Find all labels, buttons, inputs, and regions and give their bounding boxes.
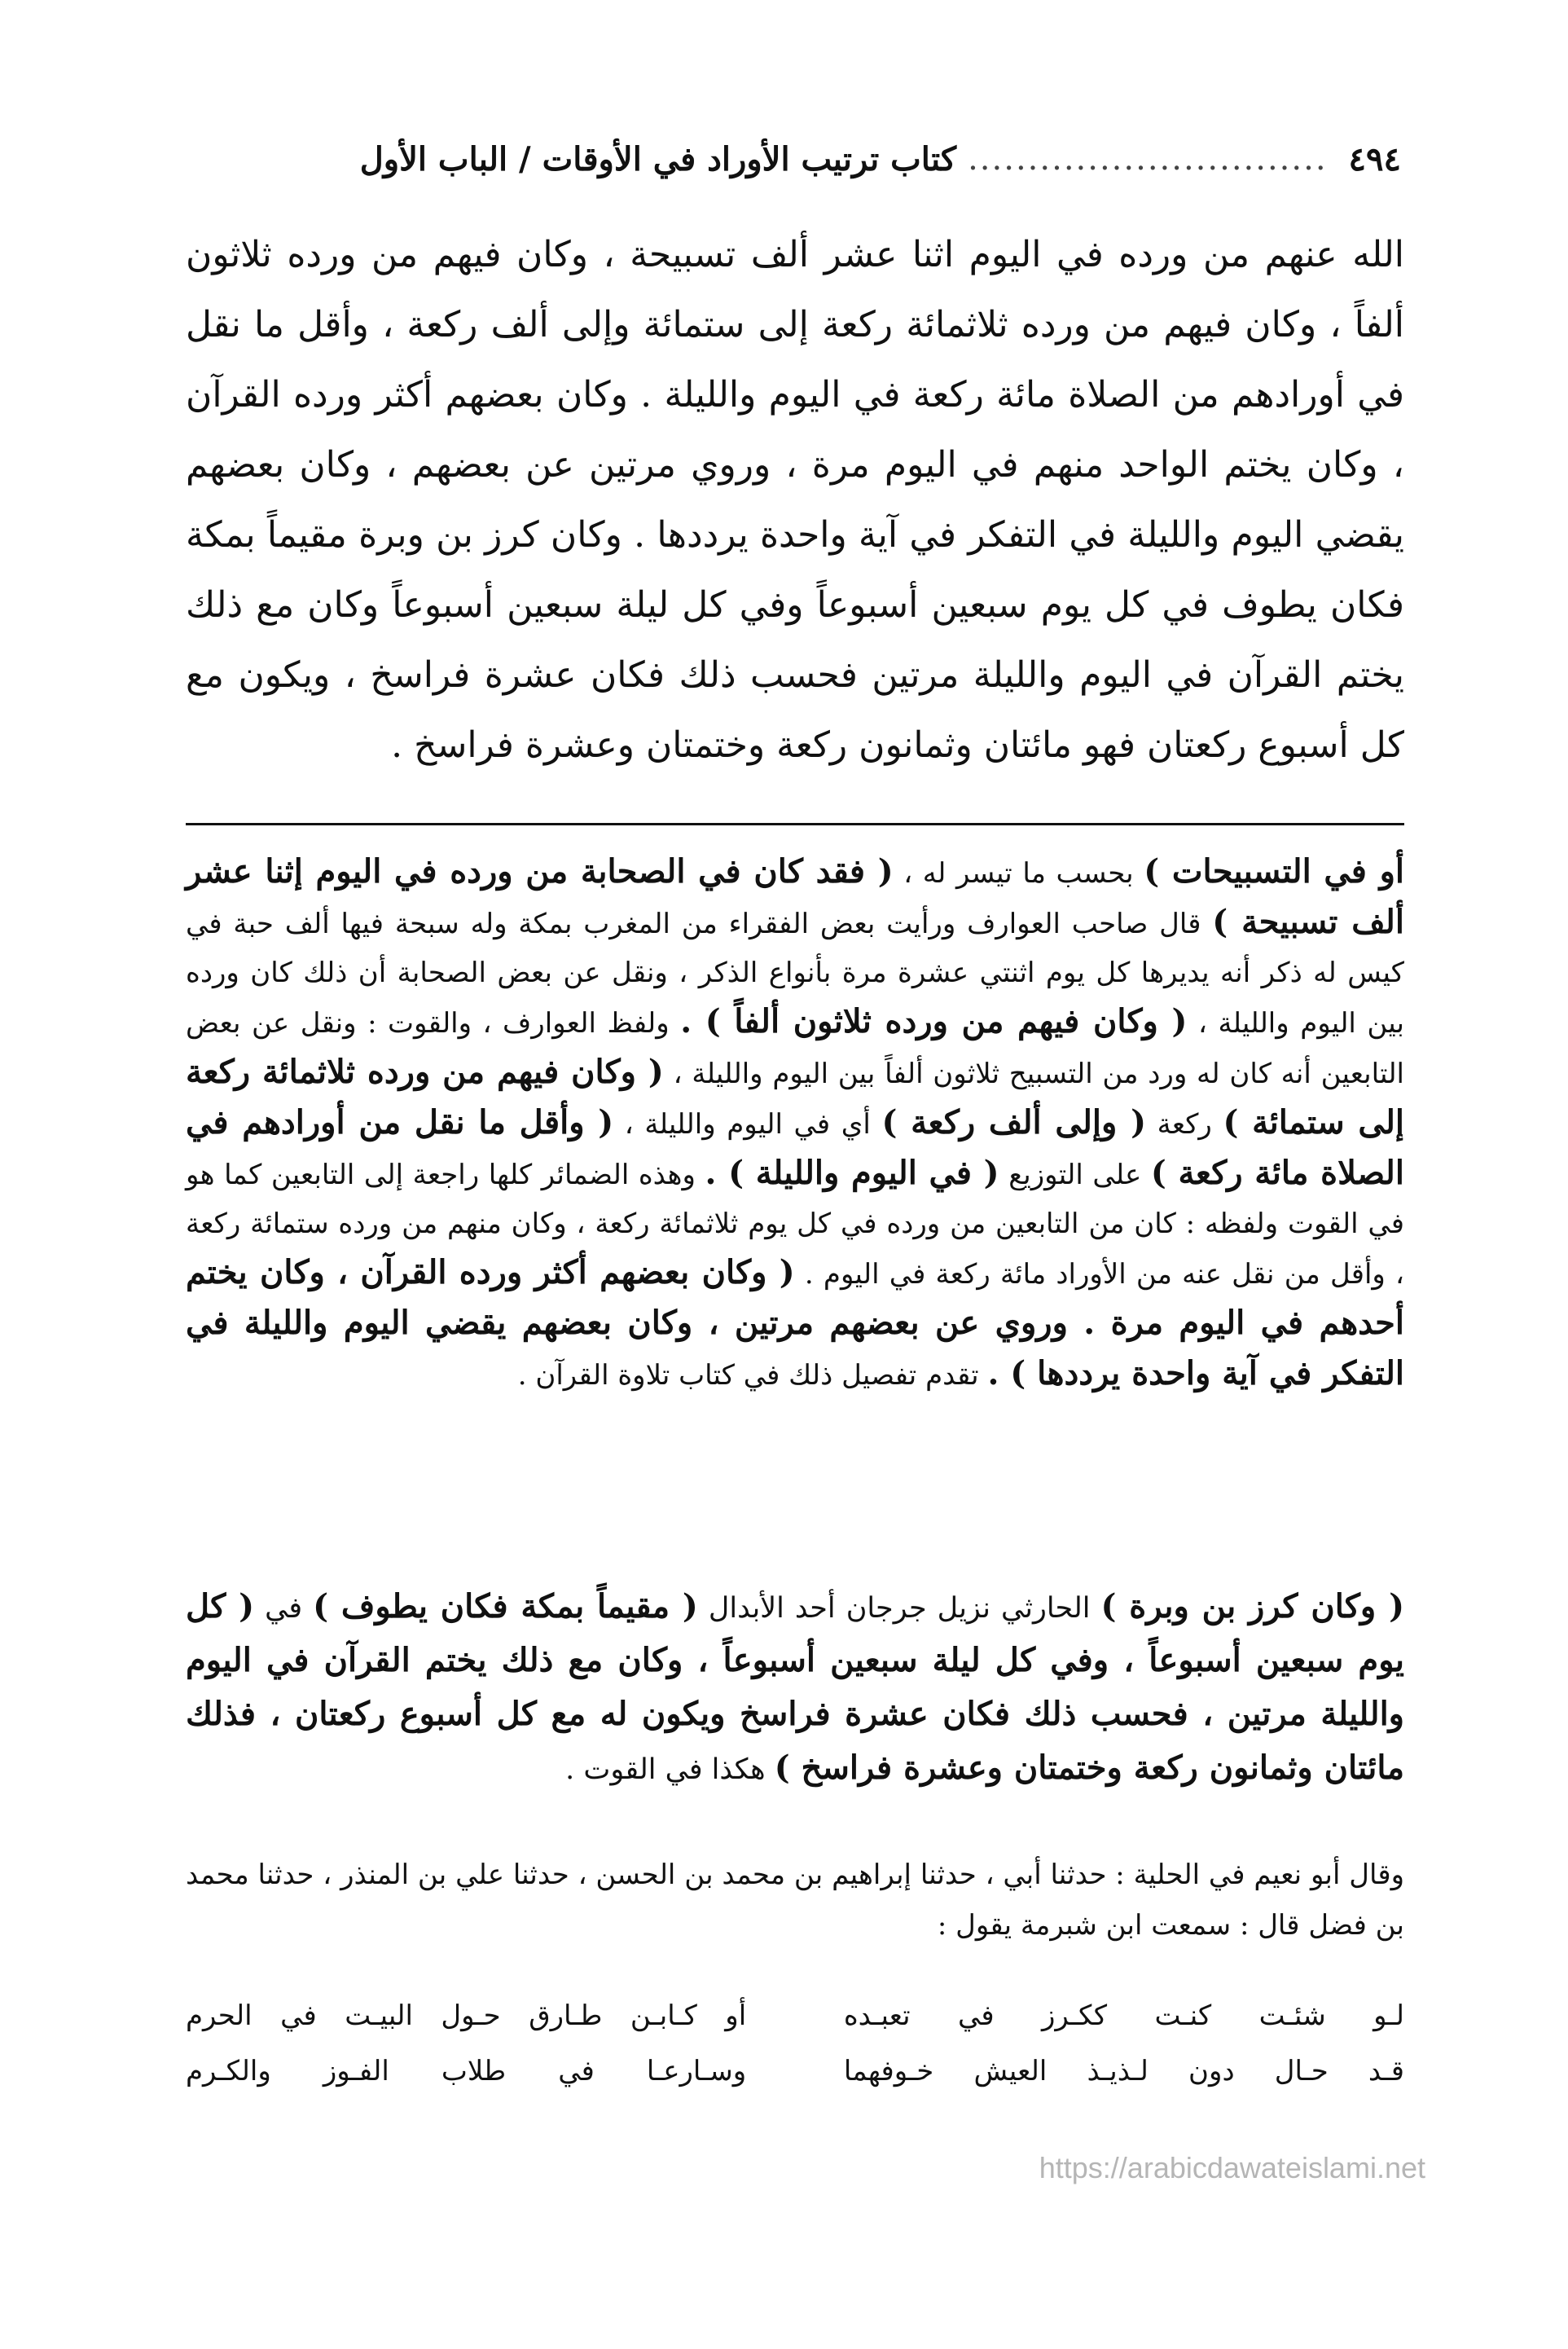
commentary-quote: ( وكان بعضهم أكثر ورده القرآن ، وكان يختم أحدهم في اليوم مرة . وروي عن بعضهم مرتين ، وكان بعضهم يقضي اليوم والليلة في التفكر في آية واحدة يرددها ) .: [186, 1253, 1404, 1392]
commentary-quote: ( في اليوم والليلة ) .: [705, 1154, 999, 1192]
running-header: [179, 130, 1401, 187]
verse-second-hemistich: وسـارعـا في طلاب الفـوز والكـرم: [186, 2055, 747, 2087]
page-number: ٤٩٤: [1348, 139, 1401, 178]
poetry-verses: [186, 1988, 1404, 2099]
verse-second-hemistich: أو كـابـن طـارق حـول البيـت في الحرم: [186, 1999, 747, 2032]
header-leader-dots: ..............................: [968, 140, 1328, 178]
commentary-paragraph-3: وقال أبو نعيم في الحلية : حدثنا أبي ، حدثنا إبراهيم بن محمد بن الحسن ، حدثنا علي بن المنذر ، حدثنا محمد بن فضل قال : سمعت ابن شبرمة يقول :: [186, 1859, 1404, 1942]
commentary-quote: ( وإلى ألف ركعة ): [881, 1103, 1146, 1142]
commentary-quote: ( كل يوم سبعين أسبوعاً ، وفي كل ليلة سبعين أسبوعاً ، وكان مع ذلك يختم القرآن في اليوم والليلة مرتين ، فحسب ذلك فكان عشرة فراسخ ويكون له مع كل أسبوع ركعتان ، فذلك مائتان وثمانون ركعة وختمتان وعشرة فراسخ ): [186, 1587, 1404, 1787]
commentary-block-1: [186, 847, 1404, 1400]
verse-first-hemistich: قـد حـال دون لـذيـذ العيش خـوفهما: [843, 2055, 1404, 2087]
commentary-text: هكذا في القوت .: [565, 1753, 775, 1786]
commentary-text: قال صاحب العوارف ورأيت بعض الفقراء من المغرب بمكة وله سبحة فيها ألف حبة في كيس له ذكر أنه يديرها كل يوم اثنتي عشرة مرة بأنواع الذكر ، ونقل عن بعض الصحابة أن ذلك كان ورده بين اليوم والليلة ،: [186, 908, 1404, 1040]
commentary-quote: ( وأقل ما نقل من أورادهم في الصلاة مائة ركعة ): [186, 1103, 1404, 1192]
commentary-text: ولفظ العوارف ، والقوت : ونقل عن بعض التابعين أنه كان له ورد من التسبيح ثلاثون ألفاً بين اليوم والليلة ،: [186, 1007, 1405, 1090]
main-text-paragraph: الله عنهم من ورده في اليوم اثنا عشر ألف تسبيحة ، وكان فيهم من ورده ثلاثون ألفاً ، وكان فيهم من ورده ثلاثمائة ركعة إلى ستمائة وإلى ألف ركعة ، وأقل ما نقل في أورادهم من الصلاة مائة ركعة في اليوم والليلة . وكان بعضهم أكثر ورده القرآن ، وكان يختم الواحد منهم في اليوم مرة ، وروي مرتين عن بعضهم ، وكان بعضهم يقضي اليوم والليلة في التفكر في آية واحدة يرددها . وكان كرز بن وبرة مقيماً بمكة فكان يطوف في كل يوم سبعين أسبوعاً وفي كل ليلة سبعين أسبوعاً وكان مع ذلك يختم القرآن في اليوم والليلة مرتين فحسب ذلك فكان عشرة فراسخ ، ويكون مع كل أسبوع ركعتان فهو مائتان وثمانون ركعة وختمتان وعشرة فراسخ .: [186, 234, 1404, 766]
commentary-block-3: [186, 1850, 1404, 1951]
verse-line: [186, 1988, 1404, 2043]
commentary-text: على التوزيع: [999, 1159, 1151, 1191]
commentary-quote: ( وكان كرز بن وبرة ): [1100, 1587, 1405, 1625]
commentary-quote: ( مقيماً بمكة فكان يطوف ): [313, 1587, 698, 1625]
commentary-text: الحارثي نزيل جرجان أحد الأبدال: [697, 1592, 1101, 1625]
commentary-quote: ( وكان فيهم من ورده ثلاثون ألفاً ) .: [680, 1002, 1188, 1040]
commentary-quote: ( وكان فيهم من ورده ثلاثمائة ركعة إلى ستمائة ): [186, 1053, 1404, 1142]
commentary-text: ركعة: [1146, 1108, 1223, 1141]
commentary-text: في: [254, 1592, 314, 1625]
commentary-text: أي في اليوم والليلة ،: [613, 1108, 882, 1141]
header-title: كتاب ترتيب الأوراد في الأوقات / الباب الأول: [359, 139, 957, 178]
footnote-divider: [186, 823, 1404, 825]
watermark-url: https://arabicdawateislami.net: [1039, 2151, 1425, 2184]
verse-line: [186, 2043, 1404, 2099]
main-text: [186, 220, 1404, 781]
commentary-text: بحسب ما تيسر له ،: [893, 857, 1144, 890]
commentary-text: وهذه الضمائر كلها راجعة إلى التابعين كما هو في القوت ولفظه : كان من التابعين من ورده في كل يوم ثلاثمائة ركعة ، وكان منهم من ورده ستمائة ركعة ، وأقل من نقل عنه من الأوراد مائة ركعة في اليوم .: [186, 1159, 1404, 1291]
commentary-quote: أو في التسبيحات ): [1144, 852, 1405, 891]
commentary-text: تقدم تفصيل ذلك في كتاب تلاوة القرآن .: [517, 1359, 988, 1392]
commentary-paragraph-2: [186, 1581, 1404, 1796]
verse-first-hemistich: لـو شئـت كنـت ككـرز في تعبـده: [843, 1999, 1404, 2032]
commentary-paragraph-1: [186, 847, 1404, 1400]
commentary-block-2: [186, 1581, 1404, 1796]
commentary-quote: ( فقد كان في الصحابة من ورده في اليوم إثنا عشر ألف تسبيحة ): [186, 852, 1404, 941]
